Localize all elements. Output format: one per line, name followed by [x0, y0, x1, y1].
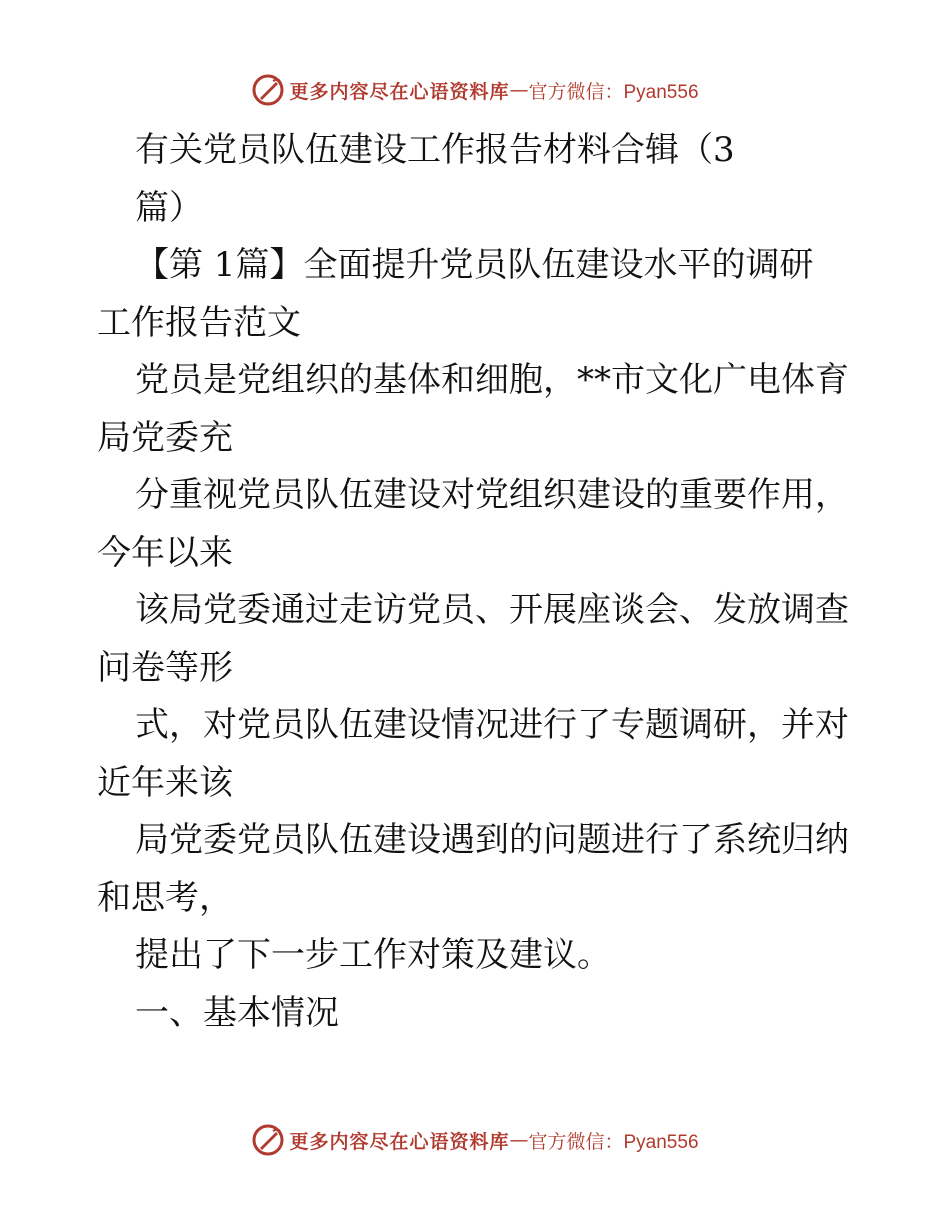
quill-seal-icon: [251, 73, 285, 107]
paragraph-line: 今年以来: [97, 532, 233, 573]
header-watermark: [0, 70, 950, 110]
paragraph-line: 问卷等形: [97, 647, 233, 688]
paragraph-line: 分重视党员队伍建设对党组织建设的重要作用，: [135, 475, 849, 515]
paragraph-line: 提出了下一步工作对策及建议。: [135, 935, 611, 975]
section-heading-line-1: 【第 1篇】全面提升党员队伍建设水平的调研: [135, 245, 814, 285]
paragraph-line: 和思考，: [97, 877, 233, 918]
paragraph-line: 近年来该: [97, 762, 233, 803]
watermark-separator: —: [509, 1129, 529, 1151]
section-heading-line-2: 工作报告范文: [97, 302, 301, 343]
document-body: [97, 122, 857, 1042]
watermark-text: 更多内容尽在心语资料库: [289, 80, 510, 103]
watermark-wechat: 官方微信：Pyan556: [528, 1131, 699, 1153]
paragraph-line: 党员是党组织的基体和细胞，**市文化广电体育: [135, 360, 849, 400]
watermark-text: 更多内容尽在心语资料库: [289, 1130, 510, 1153]
footer-watermark: [0, 1120, 950, 1160]
paragraph-line: 该局党委通过走访党员、开展座谈会、发放调查: [135, 590, 849, 630]
paragraph-line: 局党委党员队伍建设遇到的问题进行了系统归纳: [135, 820, 849, 860]
paragraph-line: 局党委充: [97, 417, 233, 458]
subsection-heading: 一、基本情况: [135, 992, 339, 1033]
quill-seal-icon: [251, 1123, 285, 1157]
doc-title-line-2: 篇）: [135, 187, 203, 228]
paragraph-line: 式，对党员队伍建设情况进行了专题调研，并对: [135, 705, 849, 745]
doc-title-line-1: 有关党员队伍建设工作报告材料合辑（3: [135, 130, 735, 170]
watermark-separator: —: [509, 79, 529, 101]
watermark-wechat: 官方微信：Pyan556: [528, 81, 699, 103]
